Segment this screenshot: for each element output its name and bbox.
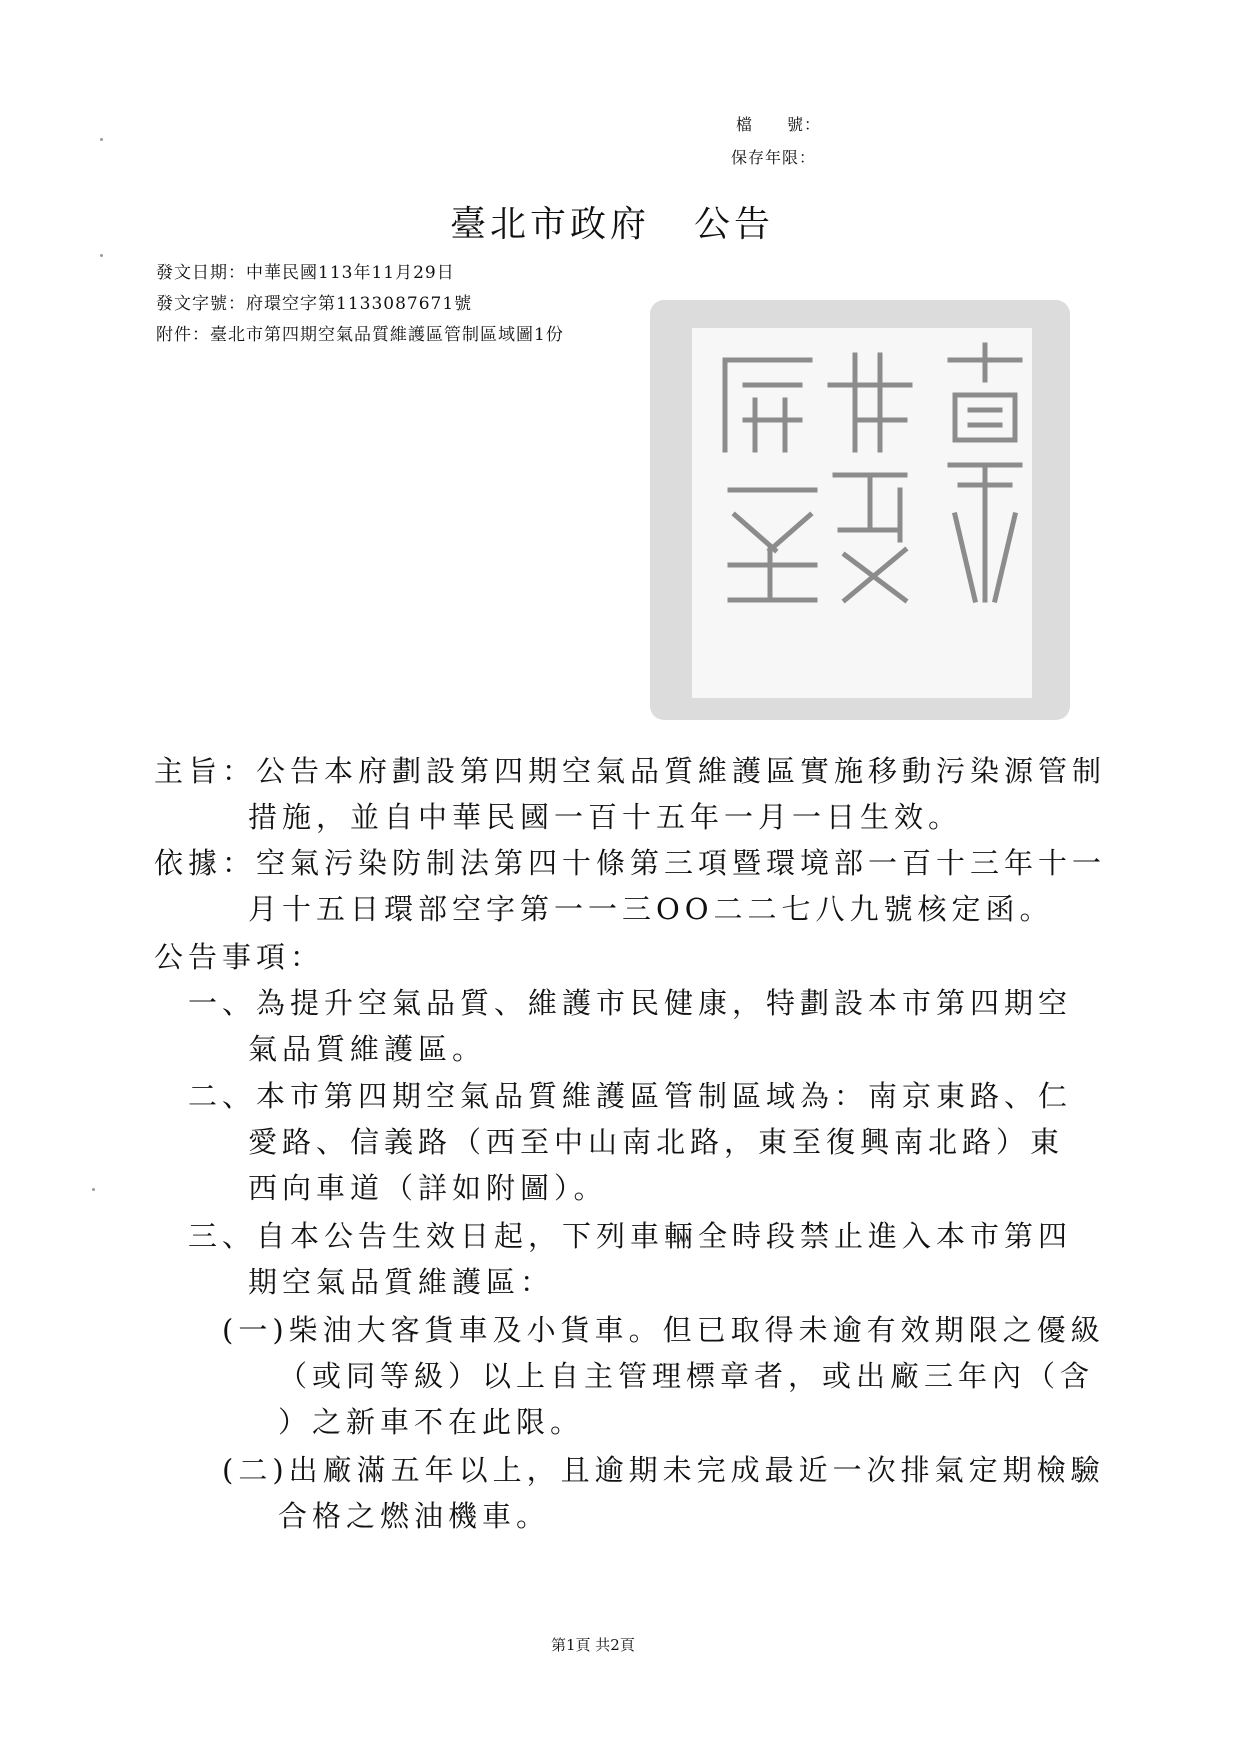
page-number: 第1頁 共2頁: [551, 1636, 635, 1654]
basis-paragraph: [154, 841, 1106, 882]
basis-text-line: 月十五日環部空字第一一三OO二二七八九號核定函。: [248, 892, 1054, 926]
subject-text-line: 公告本府劃設第四期空氣品質維護區實施移動污染源管制: [256, 754, 1107, 788]
page-title: [450, 196, 774, 247]
scan-speck: [92, 1188, 95, 1191]
item-one-line: 一、為提升空氣品質、維護市民健康，特劃設本市第四期空: [188, 986, 1073, 1020]
item-one-line: 氣品質維護區。: [248, 1032, 487, 1066]
item-three-line: 三、自本公告生效日起，下列車輛全時段禁止進入本市第四: [188, 1219, 1073, 1253]
item-two-line: 二、本市第四期空氣品質維護區管制區域為：南京東路、仁: [188, 1079, 1073, 1113]
issuing-organization: 臺北市政府: [450, 204, 651, 245]
subject-paragraph: [154, 749, 1106, 790]
item-two-line: 西向車道（詳如附圖）。: [248, 1171, 608, 1205]
sub-item-one-line: （或同等級）以上自主管理標章者，或出廠三年內（含: [278, 1359, 1095, 1393]
scan-speck: [100, 254, 103, 257]
document-type: 公告: [694, 204, 775, 245]
item-three-line: 期空氣品質維護區：: [248, 1265, 555, 1299]
issue-date: 發文日期：中華民國113年11月29日: [156, 263, 455, 283]
item-two-line: 愛路、信義路（西至中山南北路，東至復興南北路）東: [248, 1125, 1065, 1159]
file-number-label: 檔 號：: [736, 115, 822, 134]
announcement-items-label: 公告事項：: [154, 940, 325, 974]
sub-item-two-line: 合格之燃油機車。: [278, 1499, 551, 1533]
basis-label: 依據：: [154, 846, 257, 880]
subject-label: 主旨：: [154, 754, 257, 788]
attachment-line: 附件：臺北市第四期空氣品質維護區管制區域圖1份: [156, 325, 564, 345]
subject-text-line: 措施，並自中華民國一百十五年一月一日生效。: [248, 800, 963, 834]
sub-item-one-line: ）之新車不在此限。: [278, 1405, 585, 1439]
sub-item-one-line: (一)柴油大客貨車及小貨車。但已取得未逾有效期限之優級: [222, 1313, 1105, 1347]
document-number: 發文字號：府環空字第1133087671號: [156, 294, 473, 314]
basis-text-line: 空氣污染防制法第四十條第三項暨環境部一百十三年十一: [256, 846, 1107, 880]
seal-glyphs-icon: [650, 300, 1070, 720]
sub-item-two-line: (二)出廠滿五年以上，且逾期未完成最近一次排氣定期檢驗: [222, 1453, 1105, 1487]
official-seal: [650, 300, 1070, 720]
scan-speck: [100, 138, 103, 141]
retention-period-label: 保存年限：: [731, 148, 817, 167]
